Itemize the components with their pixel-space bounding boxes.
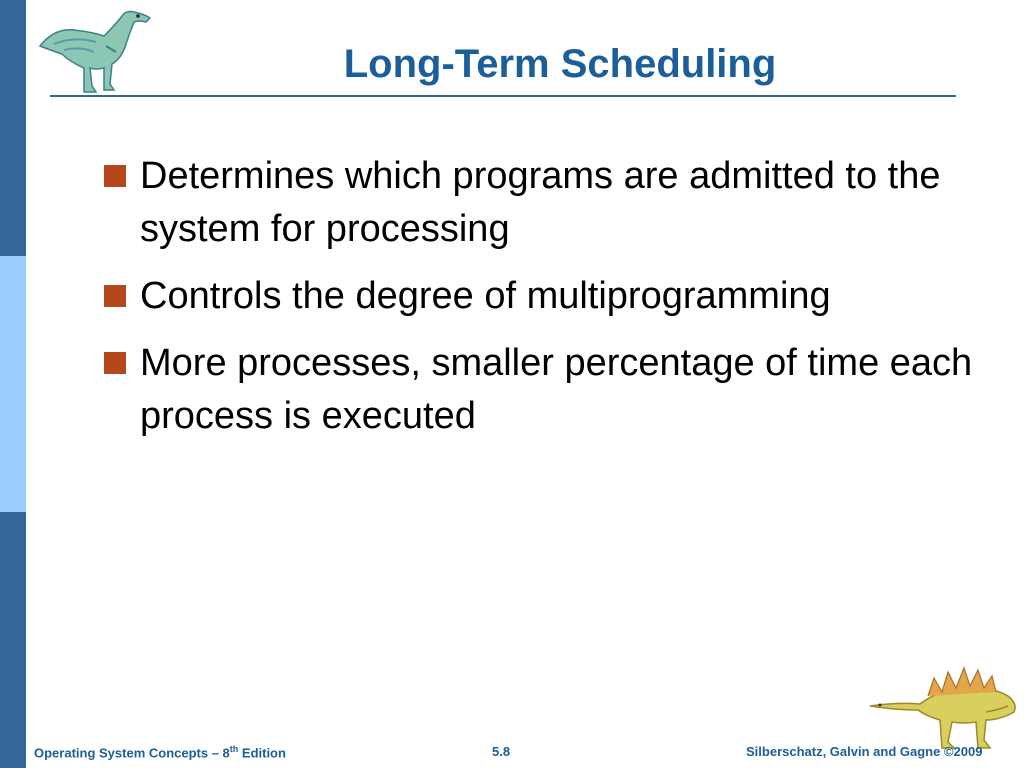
sidebar-segment-bottom (0, 512, 26, 768)
title-divider (50, 95, 956, 97)
left-sidebar-bar (0, 0, 26, 768)
dinosaur-logo-icon (34, 6, 156, 96)
bullet-item (104, 270, 1004, 323)
square-bullet-icon (104, 352, 126, 374)
bullet-text: More processes, smaller percentage of time each process is executed (140, 342, 973, 437)
bullet-item (104, 337, 1004, 443)
footer-book-title: Operating System Concepts – 8th Edition (34, 744, 286, 761)
bullet-text: Determines which programs are admitted to the system for processing (140, 155, 941, 250)
stegosaurus-logo-icon (868, 660, 1020, 752)
sidebar-segment-middle (0, 256, 26, 512)
bullet-list (104, 150, 1004, 457)
bullet-item (104, 150, 1004, 256)
square-bullet-icon (104, 285, 126, 307)
bullet-text: Controls the degree of multiprogramming (140, 275, 831, 317)
sidebar-segment-top (0, 0, 26, 256)
footer-page-number: 5.8 (492, 744, 511, 759)
slide-title: Long-Term Scheduling (343, 42, 777, 86)
footer-copyright: Silberschatz, Galvin and Gagne ©2009 (746, 744, 983, 759)
square-bullet-icon (104, 165, 126, 187)
